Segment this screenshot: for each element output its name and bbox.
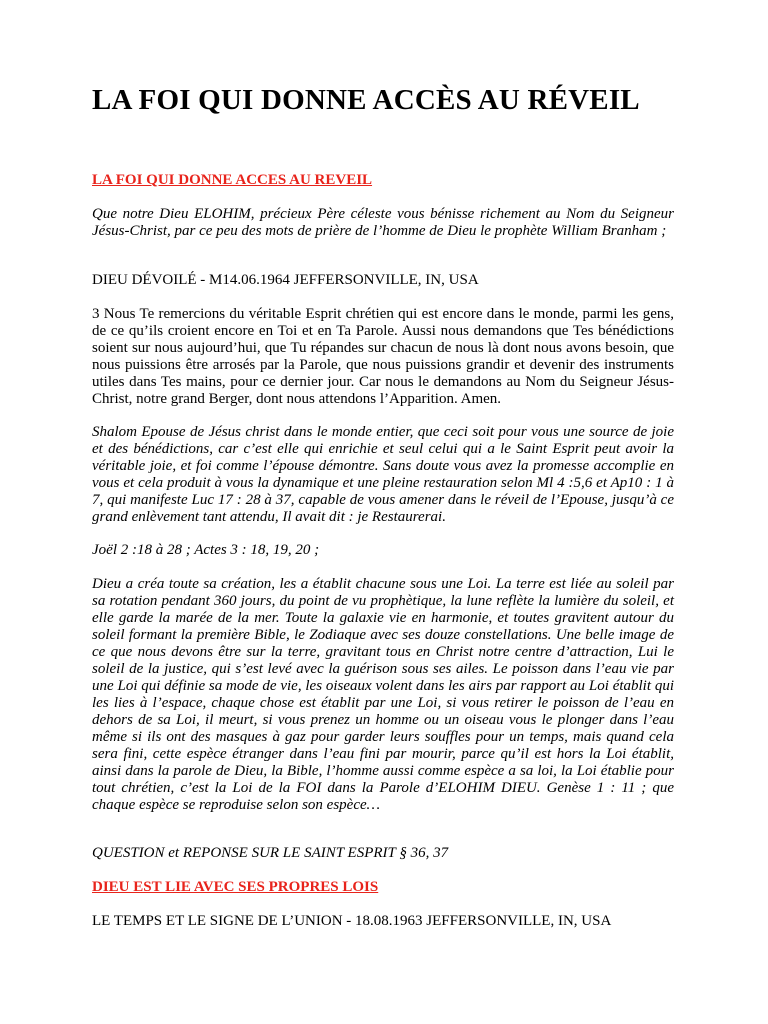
intro-paragraph: Que notre Dieu ELOHIM, précieux Père céleste vous bénisse richement au Nom du Seigneur Jésus-Christ, par ce peu des mots de prière de l’homme de Dieu le prophète William Branham ; [92,206,674,239]
prayer-quote-paragraph: 3 Nous Te remercions du véritable Esprit chrétien qui est encore dans le monde, parmi les gens, de ce qu’ils croient encore en Toi et en Ta Parole. Aussi nous demandons que Tes bénédictions soient sur nous aujourd’hui, que Tu répandes sur chacun de nous là dont nous avons besoin, que nous puissions être arrosés par la Parole, que nous puissions grandir et devenir des instruments utiles dans Tes mains, pour ce dernier jour. Car nous le demandons au Nom du Seigneur Jésus-Christ, notre grand Berger, dont nous attendons l’Apparition. Amen. [92,306,674,407]
document-title: LA FOI QUI DONNE ACCÈS AU RÉVEIL [92,84,640,116]
sermon-reference-1: DIEU DÉVOILÉ - M14.06.1964 JEFFERSONVILLE, IN, USA [92,272,479,288]
section-heading-link[interactable]: LA FOI QUI DONNE ACCES AU REVEIL [92,172,373,188]
sermon-reference-3: LE TEMPS ET LE SIGNE DE L’UNION - 18.08.1963 JEFFERSONVILLE, IN, USA [92,913,612,929]
shalom-paragraph: Shalom Epouse de Jésus christ dans le monde entier, que ceci soit pour vous une source de joie et des bénédictions, car c’est elle qui enrichie et seul celui qui a le Saint Esprit peut avoir la véritable joie, et foi comme l’épouse démontre. Sans doute vous avez la promesse accomplie en vous et cela produit à vous la dynamique et une pleine restauration selon Ml 4 :5,6 et Ap10 : 1 à 7, qui manifeste Luc 17 : 28 à 37, capable de vous amener dans le réveil de l’Epouse, jusqu’à ce grand enlèvement tant attendu, Il avait dit : je Restaurerai. [92,424,674,525]
section-heading-2[interactable]: DIEU EST LIE AVEC SES PROPRES LOIS [92,879,379,895]
creation-law-paragraph: Dieu a créa toute sa création, les a établit chacune sous une Loi. La terre est liée au soleil par sa rotation pendant 360 jours, du point de vu prophètique, la lune reflète la lumière du soleil, et elle garde la marée de la mer. Toute la galaxie vie en harmonie, et toutes gravitent autour du soleil formant la première Bible, le Zodiaque avec ses douze constellations. Une belle image de ce que nous devons être sur la terre, gravitant tous en Christ notre centre d’attraction, Lui le soleil de la justice, qui s’est levé avec la guérison sous ses ailes. Le poisson dans l’eau vie par une Loi qui définie sa mode de vie, les oiseaux volent dans les airs par rapport au Loi établit qui les lies à l’espace, chaque chose est établit par une Loi, si vous retirer le poisson de l’eau en dehors de sa Loi, il meurt, si vous prenez un homme ou un oiseau vous le plonger dans l’eau même si ils ont des masques à gaz pour garder leurs souffles pour un temps, mais quand cela sera fini, cette espèce étranger dans l’eau fini par mourir, parce qu’il est hors la Loi établit, ainsi dans la parole de Dieu, la Bible, l’homme aussi comme espèce a sa loi, la Loi établie pour tout chrétien, c’est la Loi de la FOI dans la Parole d’ELOHIM DIEU. Genèse 1 : 11 ; que chaque espèce se reproduise selon son espèce… [92,576,674,813]
scripture-reference: Joël 2 :18 à 28 ; Actes 3 : 18, 19, 20 ; [92,542,320,558]
sermon-reference-2: QUESTION et REPONSE SUR LE SAINT ESPRIT § 36, 37 [92,845,449,861]
